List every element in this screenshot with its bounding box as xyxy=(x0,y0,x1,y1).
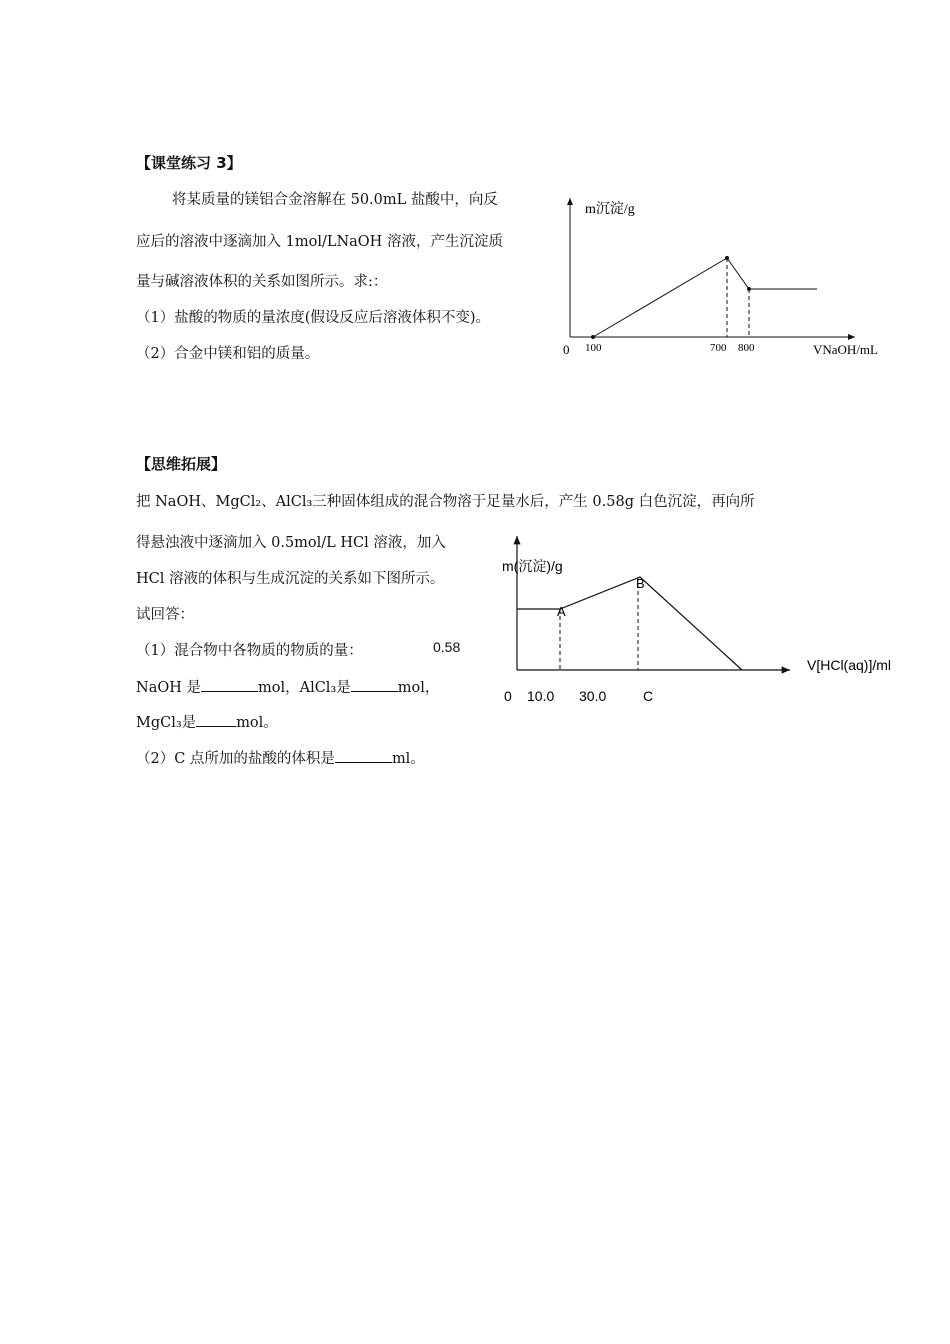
section1-text-line3: 量与碱溶液体积的关系如图所示。求:： xyxy=(136,274,388,290)
c-volume-blank[interactable] xyxy=(335,748,392,763)
question2-label: （2）C 点所加的盐酸的体积是 xyxy=(136,751,335,767)
x-axis-label: V[HCl(aq)]/ml xyxy=(807,657,892,673)
origin-label: 0 xyxy=(563,342,570,357)
section2-text-line4: 试回答： xyxy=(136,607,194,623)
point-100 xyxy=(591,335,595,339)
section2-question2 xyxy=(136,747,425,768)
tick-c: C xyxy=(643,688,654,704)
answer-line-naoh-alcl3 xyxy=(136,676,439,697)
mgcl2-blank[interactable] xyxy=(196,712,236,727)
alcl3-label: mol，AlCl₃是 xyxy=(257,680,351,696)
question2-unit: ml。 xyxy=(391,751,425,767)
section1-text-line2: 应后的溶液中逐滴加入 1mol/LNaOH 溶液，产生沉淀质 xyxy=(136,234,503,250)
point-b-label: B xyxy=(636,576,645,591)
section2-question1: （1）混合物中各物质的物质的量： xyxy=(136,643,363,659)
section2-text-line1: 把 NaOH、MgCl₂、AlCl₃三种固体组成的混合物溶于足量水后，产生 0.58g 白色沉淀，再向所 xyxy=(136,494,755,510)
tick-30: 30.0 xyxy=(579,688,607,704)
mgcl2-label: MgCl₃是 xyxy=(136,715,197,731)
tick-800: 800 xyxy=(738,342,755,354)
precipitate-curve xyxy=(517,577,742,670)
section2-heading: 【思维拓展】 xyxy=(136,455,227,473)
y-axis-label: m(沉淀)/g xyxy=(502,558,563,574)
tick-100: 100 xyxy=(585,342,602,354)
question1-value: 0.58 xyxy=(433,639,461,655)
precipitate-hcl-chart xyxy=(495,530,910,710)
precipitate-naoh-chart xyxy=(555,192,900,362)
alcl3-unit: mol， xyxy=(397,680,440,696)
point-a-label: A xyxy=(557,604,566,619)
naoh-label: NaOH 是 xyxy=(136,680,201,696)
section1-question2: （2）合金中镁和铝的质量。 xyxy=(136,346,320,362)
answer-line-mgcl2 xyxy=(136,711,278,732)
tick-700: 700 xyxy=(710,342,727,354)
alcl3-blank[interactable] xyxy=(351,677,398,692)
naoh-blank[interactable] xyxy=(201,677,258,692)
y-axis-label: m沉淀/g xyxy=(585,202,635,217)
tick-10: 10.0 xyxy=(527,688,555,704)
x-axis-label: VNaOH/mL xyxy=(813,342,878,357)
section1-question1: （1）盐酸的物质的量浓度(假设反应后溶液体积不变)。 xyxy=(136,310,491,326)
precipitate-curve xyxy=(593,258,817,337)
section2-text-line3: HCl 溶液的体积与生成沉淀的关系如下图所示。 xyxy=(136,571,445,587)
section2-text-line2: 得悬浊液中逐滴加入 0.5mol/L HCl 溶液，加入 xyxy=(136,535,446,551)
section1-heading: 【课堂练习 3】 xyxy=(136,154,242,172)
origin-label: 0 xyxy=(504,688,512,704)
mgcl2-unit: mol。 xyxy=(236,715,278,731)
section1-text-line1: 将某质量的镁铝合金溶解在 50.0mL 盐酸中，向反 xyxy=(172,192,498,208)
